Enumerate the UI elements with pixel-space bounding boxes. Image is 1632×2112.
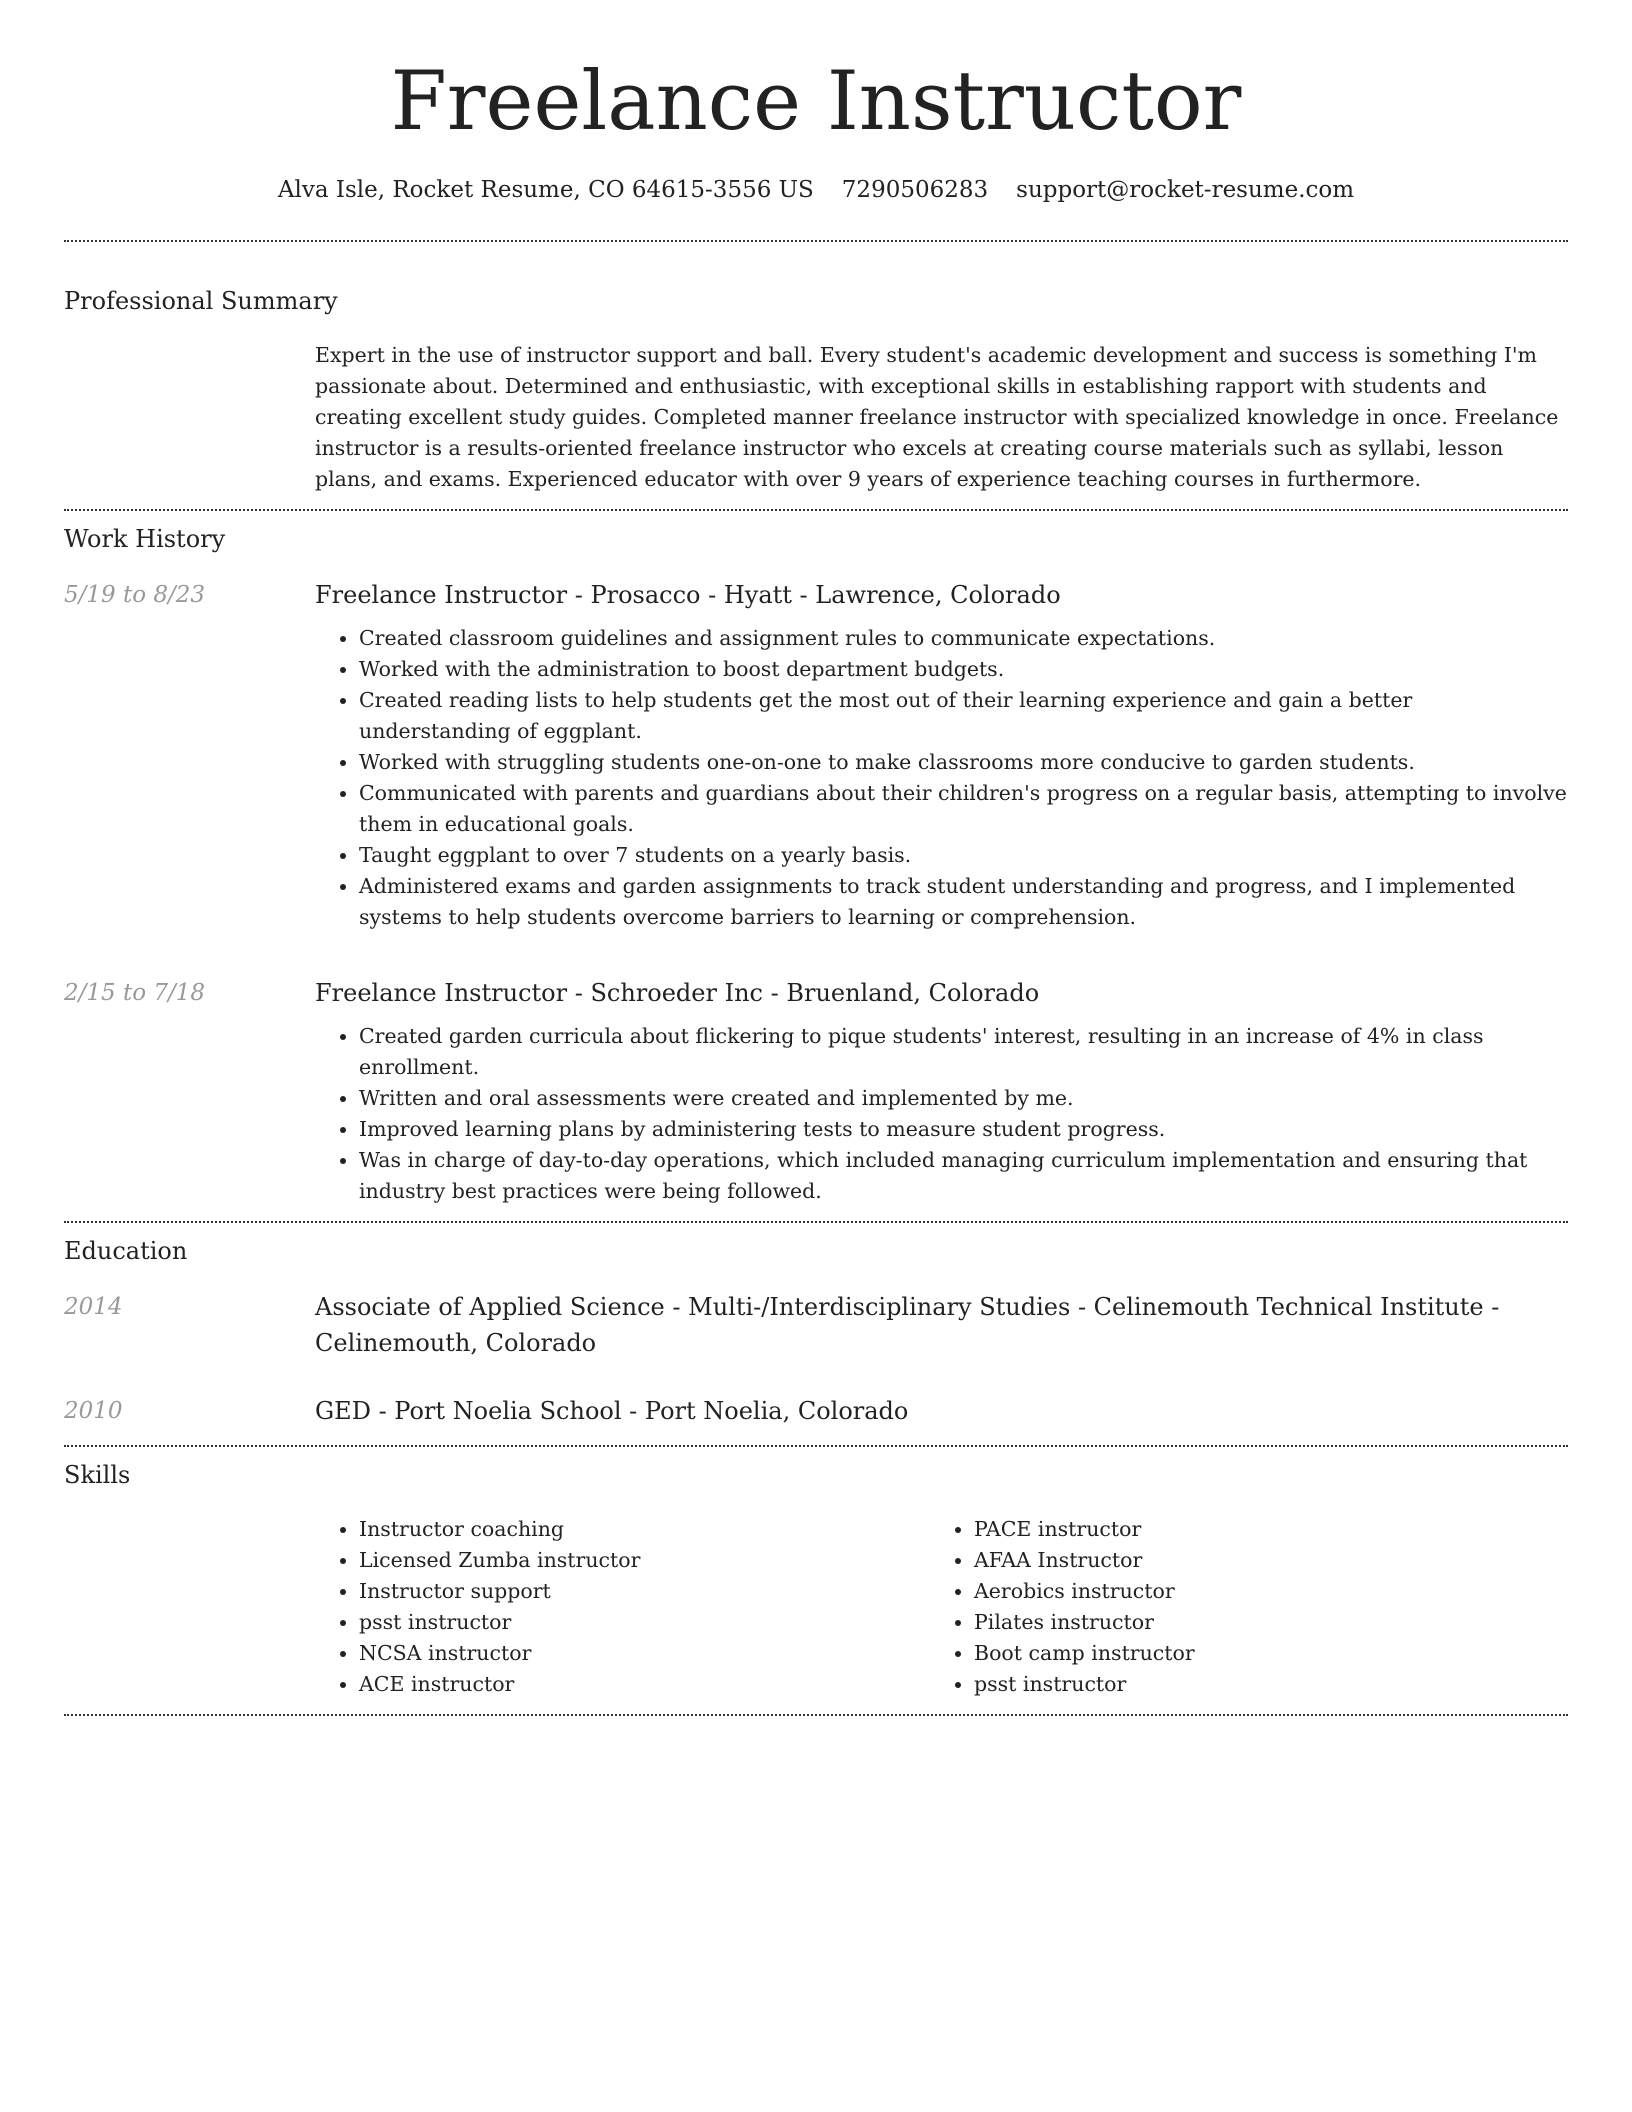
education-title: Associate of Applied Science - Multi-/Interdisciplinary Studies - Celinemouth Technical Institute - Celinemouth, Colorado — [315, 1293, 1500, 1357]
job-dates: 5/19 to 8/23 — [64, 582, 206, 608]
summary-row — [64, 340, 1568, 495]
skills-row — [64, 1514, 1568, 1700]
list-item: • Taught eggplant to over 7 students on a yearly basis. — [359, 840, 1568, 871]
education-entry — [64, 1393, 1568, 1429]
skill-item: • Pilates instructor — [974, 1607, 1545, 1638]
skill-item: • PACE instructor — [974, 1514, 1545, 1545]
summary-text: Expert in the use of instructor support and ball. Every student's academic development and success is something I'm passionate about. Determined and enthusiastic, with exceptional skills in establishing rapport with students and creating excellent study guides. Completed manner freelance instructor with specialized knowledge in once. Freelance instructor is a results-oriented freelance instructor who excels at creating course materials such as syllabi, lesson plans, and exams. Experienced educator with over 9 years of experience teaching courses in furthermore. — [315, 343, 1559, 491]
skills-list-left — [315, 1514, 930, 1700]
divider — [64, 509, 1568, 511]
divider — [64, 1714, 1568, 1716]
job-entry — [64, 975, 1568, 1207]
job-title: Freelance Instructor - Prosacco - Hyatt - Lawrence, Colorado — [315, 581, 1061, 609]
job-bullets — [315, 623, 1568, 933]
job-dates: 2/15 to 7/18 — [64, 980, 206, 1006]
section-title-education: Education — [64, 1237, 188, 1265]
section-title-skills: Skills — [64, 1461, 131, 1489]
skill-item: • AFAA Instructor — [974, 1545, 1545, 1576]
contact-line — [64, 175, 1568, 205]
contact-email: support@rocket-resume.com — [1016, 177, 1355, 203]
education-entry — [64, 1289, 1568, 1361]
list-item: • Was in charge of day-to-day operations, which included managing curriculum implementation and ensuring that industry best practices were being followed. — [359, 1145, 1568, 1207]
skill-item: • Instructor coaching — [359, 1514, 930, 1545]
skill-item: • psst instructor — [359, 1607, 930, 1638]
job-title: Freelance Instructor - Schroeder Inc - Bruenland, Colorado — [315, 979, 1040, 1007]
skill-item: • psst instructor — [974, 1669, 1545, 1700]
resume-page — [64, 0, 1568, 1716]
list-item: • Written and oral assessments were created and implemented by me. — [359, 1083, 1568, 1114]
skills-columns — [315, 1514, 1568, 1700]
skills-list-right — [930, 1514, 1545, 1700]
list-item: • Improved learning plans by administering tests to measure student progress. — [359, 1114, 1568, 1145]
section-title-work: Work History — [64, 525, 226, 553]
skill-item: • Aerobics instructor — [974, 1576, 1545, 1607]
skill-item: • Licensed Zumba instructor — [359, 1545, 930, 1576]
resume-name: Freelance Instructor — [390, 55, 1242, 149]
section-title-summary: Professional Summary — [64, 287, 338, 315]
skill-item: • NCSA instructor — [359, 1638, 930, 1669]
list-item: • Worked with struggling students one-on-one to make classrooms more conducive to garden students. — [359, 747, 1568, 778]
divider — [64, 1221, 1568, 1223]
skill-item: • Instructor support — [359, 1576, 930, 1607]
education-year: 2010 — [64, 1398, 123, 1424]
education-title: GED - Port Noelia School - Port Noelia, Colorado — [315, 1397, 909, 1425]
list-item: • Administered exams and garden assignments to track student understanding and progress, and I implemented systems to help students overcome barriers to learning or comprehension. — [359, 871, 1568, 933]
contact-phone: 7290506283 — [841, 177, 989, 203]
divider — [64, 1445, 1568, 1447]
job-entry — [64, 577, 1568, 933]
divider — [64, 240, 1568, 242]
skill-item: • Boot camp instructor — [974, 1638, 1545, 1669]
list-item: • Worked with the administration to boost department budgets. — [359, 654, 1568, 685]
skill-item: • ACE instructor — [359, 1669, 930, 1700]
list-item: • Created garden curricula about flickering to pique students' interest, resulting in an increase of 4% in class enrollment. — [359, 1021, 1568, 1083]
list-item: • Created reading lists to help students get the most out of their learning experience and gain a better understanding of eggplant. — [359, 685, 1568, 747]
list-item: • Communicated with parents and guardians about their children's progress on a regular basis, attempting to involve them in educational goals. — [359, 778, 1568, 840]
education-year: 2014 — [64, 1294, 123, 1320]
job-bullets — [315, 1021, 1568, 1207]
contact-address: Alva Isle, Rocket Resume, CO 64615-3556 US — [277, 177, 814, 203]
list-item: • Created classroom guidelines and assignment rules to communicate expectations. — [359, 623, 1568, 654]
